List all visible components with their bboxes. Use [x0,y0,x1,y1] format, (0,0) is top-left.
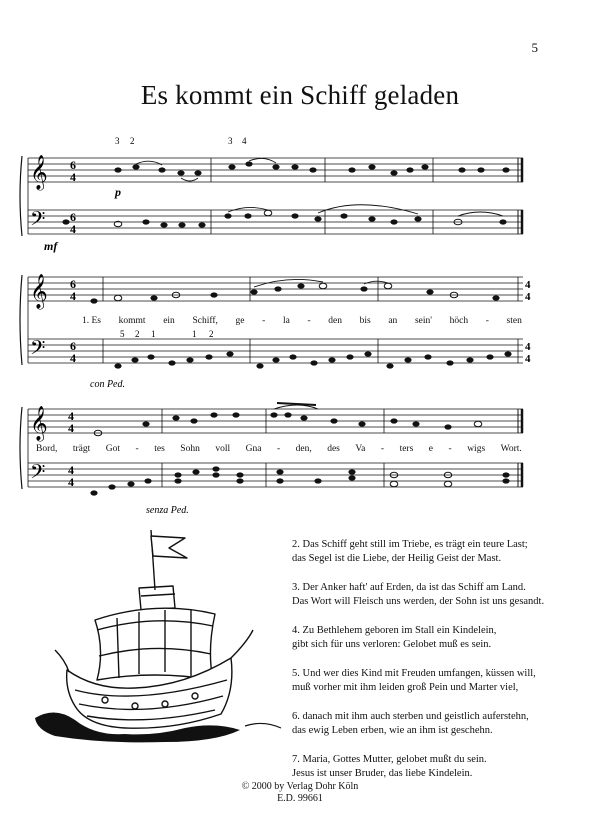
time-signature-bottom: 4 [70,351,76,365]
verse-7 [292,753,592,781]
verse-4 [292,624,592,652]
lyric-syllable: Got [105,444,121,454]
lyric-syllable: den, [295,444,312,454]
time-change-bottom: 4 [525,353,531,365]
treble-clef-icon: 𝄞 [30,406,48,441]
verse-5 [292,667,592,695]
time-signature-top: 6 [70,210,76,224]
lyric-syllable: höch [449,316,469,326]
lyric-syllable: ein [163,316,175,326]
lyric-syllable: wigs [467,444,486,454]
verse-line: 5. Und wer dies Kind mit Freuden umfangen, küssen will, [292,668,536,679]
lyric-syllable: - [262,316,266,326]
time-signature-bottom: 4 [70,289,76,303]
verse-3 [292,581,592,609]
verse-line: das ewig Leben erben, wie an ihm ist geschehn. [292,725,493,736]
lyrics-line-2 [36,444,522,454]
lyric-syllable: sten [506,316,522,326]
edition-number: E.D. 99661 [277,793,323,804]
bass-clef-icon: 𝄢 [30,460,46,488]
time-signature-top: 4 [68,463,74,477]
lyric-syllable: den [328,316,342,326]
lyric-syllable: Wort. [500,444,522,454]
music-system-1 [18,128,538,253]
time-change-top: 4 [525,279,531,291]
treble-clef-icon: 𝄞 [30,155,48,190]
time-signature-bottom: 4 [70,170,76,184]
slurs-system-1 [136,158,503,216]
fingering: 3 [115,136,120,146]
lyric-syllable: ge [235,316,245,326]
lyric-syllable: bis [359,316,371,326]
time-signature-top: 6 [70,277,76,291]
bass-notes-system-2 [114,351,511,368]
lyric-syllable: sein' [414,316,432,326]
ship-illustration [35,530,285,750]
lyric-syllable: trägt [72,444,91,454]
verse-line: muß vorher mit ihm leiden groß Pein und Marter viel, [292,682,519,693]
lyric-syllable: an [388,316,398,326]
fingering: 3 [228,136,233,146]
time-change-bottom: 4 [525,291,531,303]
time-signature-top: 6 [70,158,76,172]
treble-notes-system-2 [90,283,499,303]
verse-line: gibt sich für uns verloren: Gelobet muß es sein. [292,639,492,650]
lyric-syllable: tes [154,444,165,454]
lyric-syllable: des [327,444,340,454]
verse-line: 6. danach mit ihm auch sterben und geistlich auferstehn, [292,711,529,722]
lyric-syllable: - [307,316,311,326]
time-signature-top: 6 [70,339,76,353]
footer [0,781,600,805]
lyric-syllable: voll [215,444,231,454]
time-signature-bottom: 4 [68,475,74,489]
pedal-marking: senza Ped. [146,505,189,516]
lyric-syllable: Gna [245,444,262,454]
lyric-syllable: kommt [118,316,146,326]
time-signature-bottom: 4 [68,421,74,435]
lyric-syllable: la [282,316,290,326]
lyric-syllable: - [380,444,385,454]
bass-notes-system-1 [62,210,506,227]
verse-2 [292,538,592,566]
dynamic-p: p [115,185,121,199]
fingering: 4 [242,136,247,146]
lyric-syllable: Bord, [36,444,58,454]
verse-line: 7. Maria, Gottes Mutter, gelobet mußt du sein. [292,754,487,765]
pedal-marking: con Ped. [90,379,125,390]
music-system-3 [18,395,538,525]
fingering: 2 [209,329,214,339]
fingering: 2 [130,136,135,146]
bass-clef-icon: 𝄢 [30,336,46,364]
treble-clef-icon: 𝄞 [30,274,48,309]
time-change-top: 4 [525,341,531,353]
verse-line: 4. Zu Bethlehem geboren im Stall ein Kindelein, [292,625,497,636]
fingering: 2 [135,329,140,339]
lyrics-line-1 [82,316,522,326]
treble-notes-system-3 [94,412,482,435]
fingering: 5 [120,329,125,339]
verse-line: Das Wort will Fleisch uns werden, der Sohn ist uns gesandt. [292,596,545,607]
lyric-syllable: 1. Es [82,316,101,326]
verse-line: 3. Der Anker haft' auf Erden, da ist das Schiff am Land. [292,582,526,593]
dynamic-mf: mf [44,239,58,253]
lyric-syllable: ters [399,444,414,454]
time-signature-top: 4 [68,409,74,423]
lyric-syllable: Sohn [180,444,200,454]
page-number: 5 [531,40,538,55]
lyric-syllable: e [428,444,434,454]
lyric-syllable: - [135,444,139,454]
verses-block [292,538,592,796]
page-title: Es kommt ein Schiff geladen [140,80,460,110]
lyric-syllable: - [448,444,452,454]
time-signature-bottom: 4 [70,222,76,236]
fingering: 1 [151,329,156,339]
lyric-syllable: - [485,316,489,326]
lyric-syllable: Schiff, [192,316,218,326]
lyric-syllable: Va [355,444,366,454]
copyright-notice: © 2000 by Verlag Dohr Köln [241,781,359,792]
verse-line: das Segel ist die Liebe, der Heilig Geist der Mast. [292,553,502,564]
treble-notes-system-1 [114,161,509,175]
verse-line: Jesus ist unser Bruder, das liebe Kindelein. [292,768,473,779]
verse-line: 2. Das Schiff geht still im Triebe, es trägt ein teure Last; [292,539,528,550]
lyric-syllable: - [276,444,281,454]
fingering: 1 [192,329,197,339]
verse-6 [292,710,592,738]
bass-clef-icon: 𝄢 [30,207,46,235]
